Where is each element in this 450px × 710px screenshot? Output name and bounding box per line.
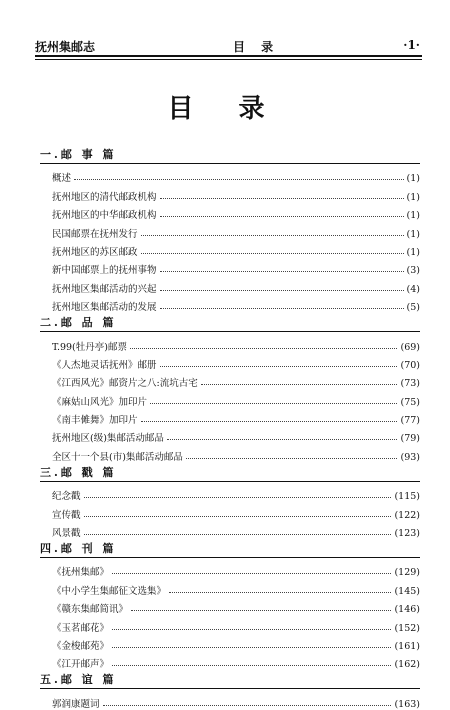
dot-leader	[160, 271, 404, 272]
toc-entry[interactable]	[40, 184, 420, 202]
toc-entry-title: 纪念戳	[52, 491, 81, 503]
page-title: 目 录	[167, 94, 283, 124]
toc-entry-title: 风景戳	[52, 528, 81, 540]
toc-entry[interactable]	[40, 484, 420, 502]
toc-entry-page: (3)	[406, 265, 420, 277]
toc-entry-page: (163)	[394, 698, 420, 710]
toc-entry-page: (115)	[394, 491, 420, 503]
toc-entry-page: (152)	[394, 622, 420, 634]
toc-entry-title: 《赣东集邮简讯》	[52, 604, 129, 616]
toc-entry[interactable]	[40, 389, 420, 407]
section-heading	[40, 146, 420, 164]
toc-entry-title: 抚州地区集邮活动的发展	[52, 302, 157, 314]
dot-leader	[186, 458, 398, 459]
toc-entry[interactable]	[40, 221, 420, 239]
toc-entry-title: T.99(牡丹亭)邮票	[52, 341, 127, 353]
section-heading-label: 四.邮 刊 篇	[40, 542, 117, 556]
toc-entry-page: (70)	[400, 359, 420, 371]
section-heading-label: 三.邮 戳 篇	[40, 465, 117, 479]
toc-entry-page: (1)	[406, 191, 420, 203]
toc-entry-title: 《金梭邮苑》	[52, 640, 110, 652]
toc-entry-title: 民国邮票在抚州发行	[52, 228, 138, 240]
toc-entry-title: 《玉茗邮花》	[52, 622, 110, 634]
section-heading-label: 一.邮 事 篇	[40, 148, 117, 161]
toc-entry-page: (93)	[400, 451, 420, 463]
toc-entry[interactable]	[40, 578, 420, 596]
toc-entry-title: 《南丰傩舞》加印片	[52, 415, 138, 427]
toc-entry[interactable]	[40, 652, 420, 670]
dot-leader	[201, 384, 398, 385]
dot-leader	[150, 403, 397, 404]
toc-entry-page: (77)	[400, 415, 420, 427]
section-heading-label: 五.邮 谊 篇	[40, 673, 117, 687]
toc-section	[40, 464, 420, 539]
toc-entry[interactable]	[40, 203, 420, 221]
running-header	[35, 38, 420, 54]
toc-entry[interactable]	[40, 258, 420, 276]
toc-entry[interactable]	[40, 408, 420, 426]
toc-entry-page: (1)	[406, 210, 420, 222]
toc-entry-page: (123)	[394, 528, 420, 540]
toc-entry-page: (1)	[406, 173, 420, 185]
toc-entry[interactable]	[40, 166, 420, 184]
page-number: ·1·	[403, 38, 420, 52]
dot-leader	[141, 421, 398, 422]
toc-entry-title: 《中小学生集邮征文选集》	[52, 585, 167, 597]
table-of-contents	[40, 146, 420, 710]
running-section-title: 目 录	[233, 40, 280, 54]
toc-entry[interactable]	[40, 560, 420, 578]
toc-entry-title: 抚州地区的苏区邮政	[52, 246, 138, 258]
dot-leader	[112, 573, 391, 574]
dot-leader	[160, 308, 404, 309]
toc-entry[interactable]	[40, 371, 420, 389]
dot-leader	[112, 665, 391, 666]
toc-section	[40, 671, 420, 709]
toc-entry-title: 概述	[52, 173, 72, 185]
toc-entry[interactable]	[40, 334, 420, 352]
dot-leader	[160, 216, 404, 217]
toc-entry-title: 新中国邮票上的抚州事物	[52, 265, 157, 277]
toc-entry[interactable]	[40, 615, 420, 633]
toc-entry-page: (161)	[394, 640, 420, 652]
dot-leader	[74, 179, 404, 180]
dot-leader	[84, 534, 392, 535]
toc-entry-page: (79)	[400, 433, 420, 445]
toc-section	[40, 314, 420, 463]
toc-entry-page: (4)	[406, 283, 420, 295]
toc-entry-title: 《江开邮声》	[52, 659, 110, 671]
section-heading	[40, 540, 420, 558]
dot-leader	[131, 610, 391, 611]
toc-entry-page: (73)	[400, 378, 420, 390]
toc-entry-page: (69)	[400, 341, 420, 353]
toc-entry[interactable]	[40, 240, 420, 258]
dot-leader	[141, 235, 404, 236]
toc-entry-page: (129)	[394, 567, 420, 579]
toc-entry-title: 抚州地区(级)集邮活动邮品	[52, 433, 164, 445]
toc-entry-title: 抚州地区的清代邮政机构	[52, 191, 157, 203]
toc-entry-page: (146)	[394, 604, 420, 616]
toc-section	[40, 146, 420, 313]
toc-entry[interactable]	[40, 353, 420, 371]
dot-leader	[84, 497, 392, 498]
toc-entry[interactable]	[40, 426, 420, 444]
toc-entry-title: 抚州地区集邮活动的兴起	[52, 283, 157, 295]
dot-leader	[160, 290, 404, 291]
dot-leader	[112, 629, 391, 630]
section-heading-label: 二.邮 品 篇	[40, 316, 117, 330]
dot-leader	[167, 439, 398, 440]
dot-leader	[112, 647, 391, 648]
toc-entry-title: 抚州地区的中华邮政机构	[52, 210, 157, 222]
toc-entry-title: 《麻姑山风光》加印片	[52, 396, 148, 408]
toc-entry-title: 宣传戳	[52, 509, 81, 521]
toc-entry-page: (1)	[406, 246, 420, 258]
toc-entry-page: (145)	[394, 585, 420, 597]
toc-entry[interactable]	[40, 691, 420, 709]
toc-entry-page: (1)	[406, 228, 420, 240]
toc-entry-page: (75)	[400, 396, 420, 408]
toc-entry-page: (5)	[406, 302, 420, 314]
toc-entry[interactable]	[40, 444, 420, 462]
toc-entry-page: (122)	[394, 509, 420, 521]
dot-leader	[103, 705, 392, 706]
dot-leader	[160, 366, 398, 367]
toc-entry[interactable]	[40, 634, 420, 652]
toc-entry[interactable]	[40, 521, 420, 539]
toc-entry[interactable]	[40, 597, 420, 615]
toc-entry-title: 《江西风光》邮资片之八:流坑古宅	[52, 378, 198, 390]
toc-entry[interactable]	[40, 295, 420, 313]
header-rule-thick	[35, 55, 422, 57]
dot-leader	[130, 348, 398, 349]
dot-leader	[169, 592, 391, 593]
dot-leader	[141, 253, 404, 254]
section-heading	[40, 671, 420, 689]
section-heading	[40, 314, 420, 332]
toc-entry-title: 《抚州集邮》	[52, 567, 110, 579]
toc-entry[interactable]	[40, 276, 420, 294]
toc-entry[interactable]	[40, 502, 420, 520]
toc-entry-title: 全区十一个县(市)集邮活动邮品	[52, 451, 183, 463]
book-title: 抚州集邮志	[35, 40, 96, 54]
toc-section	[40, 540, 420, 670]
dot-leader	[160, 198, 404, 199]
toc-entry-page: (162)	[394, 659, 420, 671]
dot-leader	[84, 516, 392, 517]
toc-entry-title: 郭润康题词	[52, 698, 100, 710]
header-rule-thin	[35, 59, 422, 60]
section-heading	[40, 464, 420, 482]
toc-entry-title: 《人杰地灵话抚州》邮册	[52, 359, 157, 371]
